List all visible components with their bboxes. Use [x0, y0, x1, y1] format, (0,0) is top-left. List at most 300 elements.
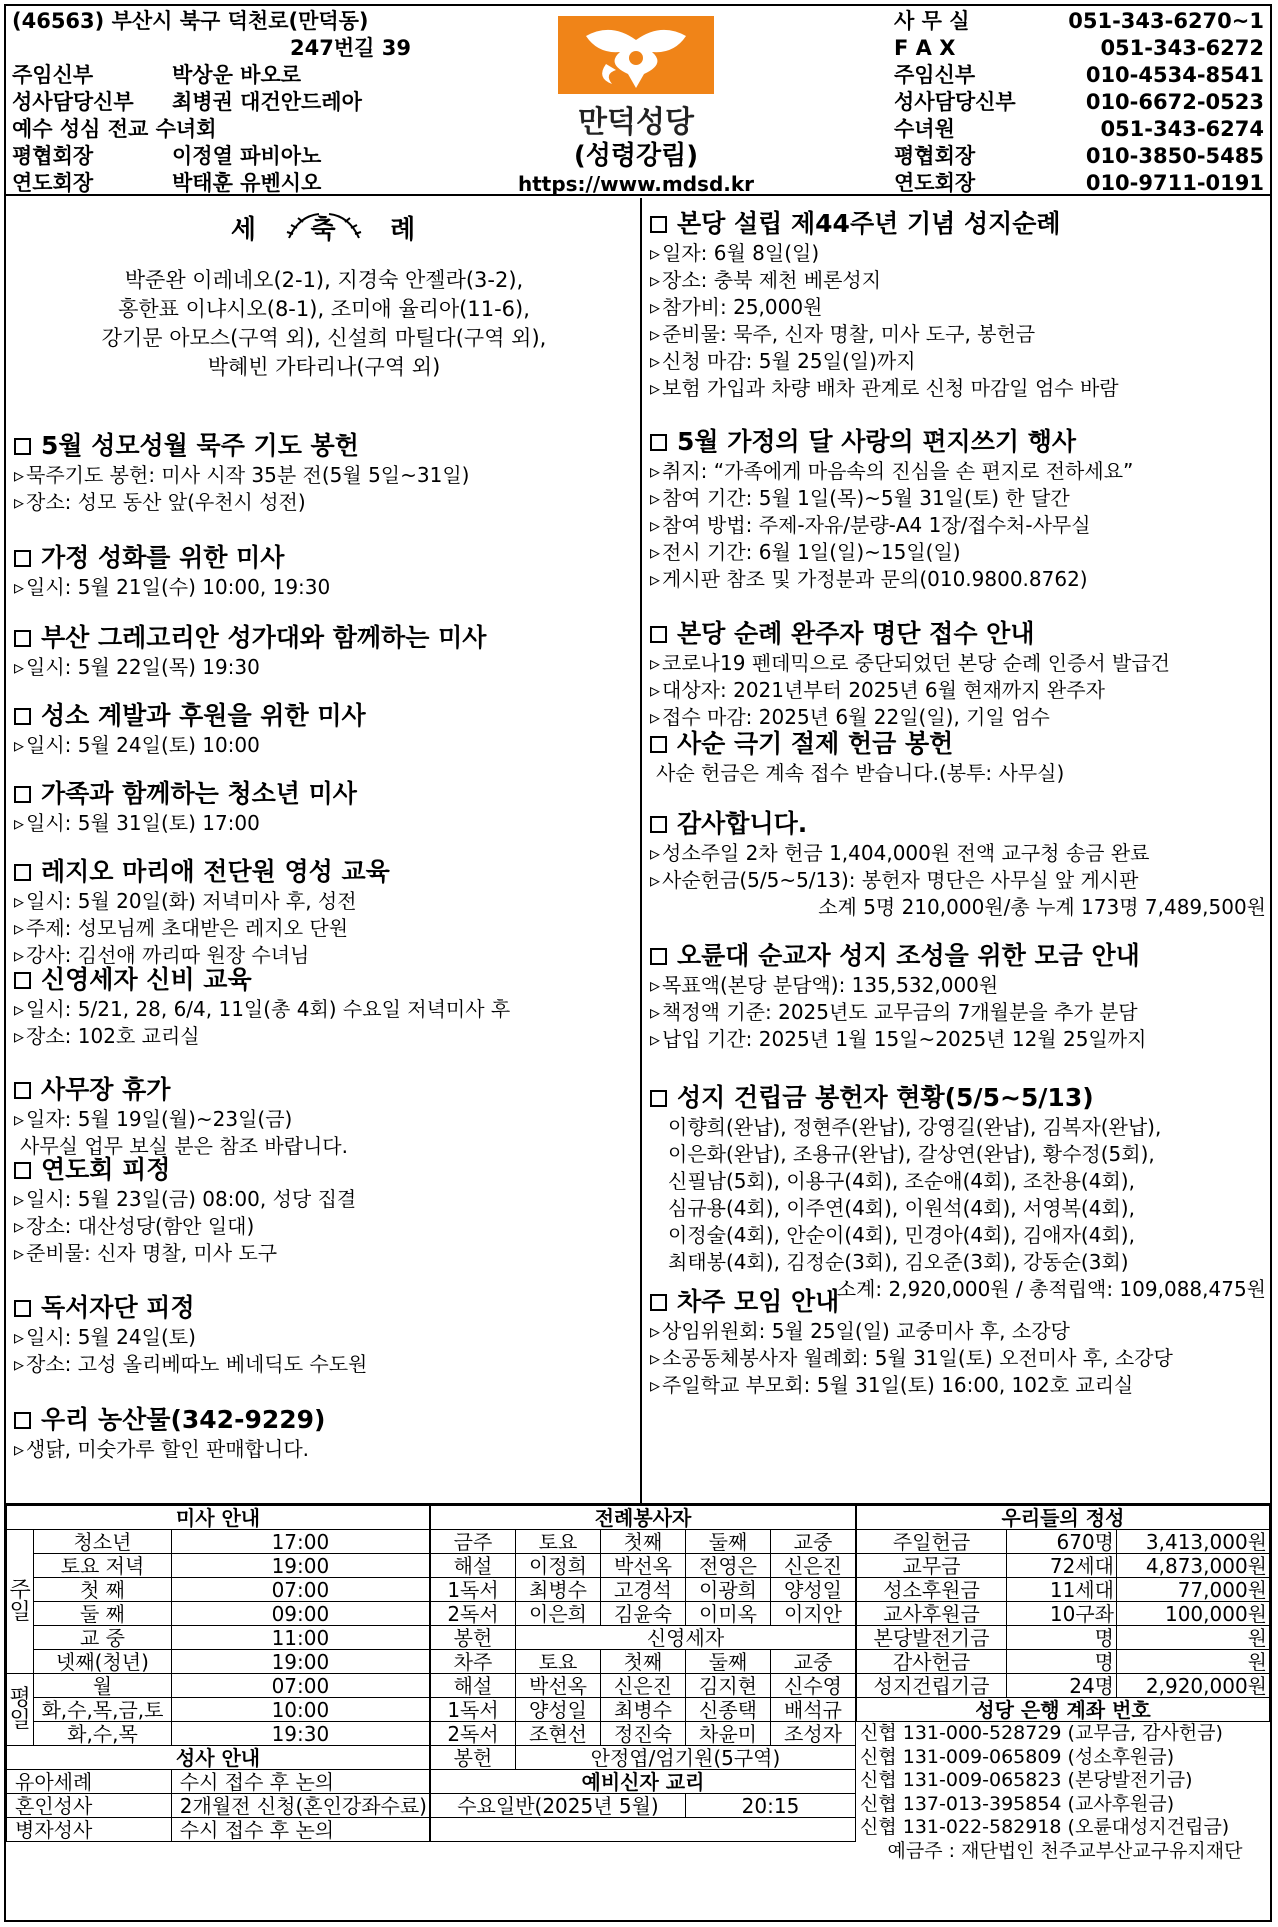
section-title — [650, 1082, 1266, 1114]
section-item: ▹ 취지: “가족에게 마음속의 진심을 손 편지로 전하세요” — [650, 458, 1266, 485]
section-title-text: 독서자단 피정 — [41, 1293, 195, 1322]
section-item: ▹ 게시판 참조 및 가정분과 문의(010.9800.8762) — [650, 566, 1266, 593]
server-name: 박선옥 — [601, 1554, 686, 1578]
church-emblem-icon — [556, 14, 716, 96]
notice-section — [650, 728, 1266, 787]
table-row — [431, 1506, 856, 1530]
server-name: 이은희 — [516, 1602, 601, 1626]
section-title — [650, 1286, 1266, 1318]
header-contact-row — [894, 89, 1270, 116]
header — [6, 6, 1270, 196]
notice-section — [650, 426, 1266, 593]
section-title-text: 우리 농산물(342-9229) — [41, 1405, 326, 1434]
bank-line: 예금주 : 재단법인 천주교부산교구유지재단 — [887, 1839, 1243, 1862]
donor-line: 이향희(완납), 정현주(완납), 강영길(완납), 김복자(완납), — [668, 1115, 1162, 1139]
table-row — [431, 1674, 856, 1698]
section-item: ▹ 납입 기간: 2025년 1월 15일~2025년 12월 25일까지 — [650, 1026, 1266, 1053]
offering-count: 670명 — [1007, 1530, 1117, 1554]
server-name: 정진숙 — [601, 1722, 686, 1746]
bank-line: 신협 131-022-582918 (오륜대성지건립금) — [860, 1816, 1230, 1838]
section-item: ▹ 목표액(본당 분담액): 135,532,000원 — [650, 972, 1266, 999]
section-item: ▹ 사순헌금(5/5~5/13): 봉헌자 명단은 사무실 앞 게시판 — [650, 867, 1266, 894]
server-role: 봉헌 — [431, 1746, 516, 1770]
notice-section — [14, 1404, 634, 1463]
server-role: 2독서 — [431, 1602, 516, 1626]
section-item: ▹ 전시 기간: 6월 1일(일)~15일(일) — [650, 539, 1266, 566]
server-name: 신은진 — [601, 1674, 686, 1698]
server-name: 고경석 — [601, 1578, 686, 1602]
server-role: 해설 — [431, 1674, 516, 1698]
table-row — [7, 1818, 430, 1842]
section-title-text: 사순 극기 절제 헌금 봉헌 — [677, 729, 954, 758]
offering-count: 11세대 — [1007, 1578, 1117, 1602]
table-row — [431, 1770, 856, 1794]
section-title-text: 본당 설립 제44주년 기념 성지순례 — [677, 209, 1061, 238]
table-row — [7, 1698, 430, 1722]
section-item: ▹ 묵주기도 봉헌: 미사 시작 35분 전(5월 5일~31일) — [14, 462, 634, 489]
contact-label: 사 무 실 — [894, 9, 970, 33]
server-name: 양성일 — [516, 1698, 601, 1722]
offering-amount: 100,000원 — [1117, 1602, 1270, 1626]
header-left-label: 예수 성심 전교 수녀회 — [12, 117, 217, 141]
wreath-icon — [269, 208, 379, 252]
server-head: 토요 — [516, 1530, 601, 1554]
server-name: 이정희 — [516, 1554, 601, 1578]
table-row — [7, 1506, 430, 1530]
table-row — [431, 1554, 856, 1578]
checkbox-icon — [14, 438, 31, 455]
mass-time: 19:00 — [171, 1554, 429, 1578]
section-item: ▹ 일시: 5월 22일(목) 19:30 — [14, 654, 634, 681]
header-contact-row — [894, 170, 1270, 197]
mass-name: 둘 째 — [34, 1602, 172, 1626]
offering-amount: 원 — [1117, 1626, 1270, 1650]
baptism-title-left: 세 — [230, 215, 258, 245]
section-total: 소계: 2,920,000원 / 총적립액: 109,088,475원 — [836, 1277, 1266, 1301]
notice-section — [14, 1074, 634, 1160]
bottom-tables — [6, 1503, 1270, 1924]
baptism-name-line: 홍한표 이냐시오(8-1), 조미애 율리아(11-6), — [118, 297, 530, 321]
contact-number[interactable]: 010-9711-0191 — [1085, 171, 1264, 195]
server-head: 교중 — [771, 1530, 856, 1554]
section-title — [14, 856, 634, 888]
server-name: 김윤숙 — [601, 1602, 686, 1626]
server-name: 이광희 — [686, 1578, 771, 1602]
contact-label: 평협회장 — [894, 144, 976, 168]
header-left-value: 박태훈 유벤시오 — [172, 171, 322, 195]
weekday-label: 평일 — [7, 1674, 34, 1746]
section-item: ▹ 장소: 대산성당(함안 일대) — [14, 1213, 634, 1240]
server-name: 배석규 — [771, 1698, 856, 1722]
table-row — [7, 1722, 430, 1746]
sunday-label: 주일 — [7, 1530, 34, 1674]
header-left-value: 박상운 바오로 — [172, 63, 302, 87]
section-title — [650, 208, 1266, 240]
offering-name: 성소후원금 — [857, 1578, 1007, 1602]
offering-count: 명 — [1007, 1626, 1117, 1650]
checkbox-icon — [14, 1412, 31, 1429]
section-item: ▹ 일자: 5월 19일(월)~23일(금) — [14, 1106, 634, 1133]
section-item: ▹ 접수 마감: 2025년 6월 22일(일), 기일 엄수 — [650, 704, 1266, 731]
offering-amount: 3,413,000원 — [1117, 1530, 1270, 1554]
mass-time: 11:00 — [171, 1626, 429, 1650]
server-name: 김지현 — [686, 1674, 771, 1698]
checkbox-icon — [14, 708, 31, 725]
server-head: 둘째 — [686, 1530, 771, 1554]
mass-time: 17:00 — [171, 1530, 429, 1554]
header-left-row — [12, 170, 532, 197]
server-role: 1독서 — [431, 1578, 516, 1602]
notice-section — [14, 700, 634, 759]
sacrament-desc: 2개월전 신청(혼인강좌수료) — [171, 1794, 429, 1818]
section-item: ▹ 강사: 김선애 까리따 원장 수녀님 — [14, 942, 634, 969]
header-left-row — [12, 116, 532, 143]
sacrament-name: 유아세례 — [7, 1770, 172, 1794]
section-title-text: 부산 그레고리안 성가대와 함께하는 미사 — [41, 623, 487, 652]
checkbox-icon — [650, 736, 667, 753]
checkbox-icon — [14, 1082, 31, 1099]
checkbox-icon — [650, 1090, 667, 1107]
donor-line: 심규용(4회), 이주연(4회), 이원석(4회), 서영복(4회), — [668, 1196, 1135, 1220]
contact-label: F A X — [894, 36, 956, 60]
header-left-info — [12, 8, 532, 197]
server-role: 1독서 — [431, 1698, 516, 1722]
checkbox-icon — [650, 216, 667, 233]
church-logo — [506, 14, 766, 194]
mass-time: 19:00 — [171, 1650, 429, 1674]
offering-count: 명 — [1007, 1650, 1117, 1674]
checkbox-icon — [14, 786, 31, 803]
notice-section — [14, 1154, 634, 1267]
baptism-names — [6, 266, 642, 382]
table-row — [431, 1650, 856, 1674]
section-item: ▹ 상임위원회: 5월 25일(일) 교중미사 후, 소강당 — [650, 1318, 1266, 1345]
table-row — [431, 1722, 856, 1746]
section-text: 사순 헌금은 계속 접수 받습니다.(봉투: 사무실) — [656, 761, 1065, 785]
mass-name: 월 — [34, 1674, 172, 1698]
sacrament-desc: 수시 접수 후 논의 — [171, 1818, 429, 1842]
section-title-text: 오륜대 순교자 성지 조성을 위한 모금 안내 — [677, 941, 1140, 970]
header-contact-row — [894, 143, 1270, 170]
server-head: 토요 — [516, 1650, 601, 1674]
table-row — [431, 1746, 856, 1770]
section-item: ▹ 준비물: 묵주, 신자 명찰, 미사 도구, 봉헌금 — [650, 321, 1266, 348]
section-item: ▹ 성소주일 2차 헌금 1,404,000원 전액 교구청 송금 완료 — [650, 840, 1266, 867]
baptism-title-right: 례 — [390, 215, 418, 245]
table-row — [431, 1530, 856, 1554]
section-title-text: 성소 계발과 후원을 위한 미사 — [41, 701, 366, 730]
header-left-value: 이정열 파비아노 — [172, 144, 322, 168]
offering-count: 72세대 — [1007, 1554, 1117, 1578]
section-item: ▹ 일시: 5월 20일(화) 저녁미사 후, 성전 — [14, 888, 634, 915]
table-row — [857, 1554, 1270, 1578]
section-title — [14, 778, 634, 810]
baptism-name-line: 박준완 이레네오(2-1), 지경숙 안젤라(3-2), — [124, 268, 524, 292]
server-name: 신수영 — [771, 1674, 856, 1698]
table-row — [7, 1626, 430, 1650]
church-url[interactable]: https://www.mdsd.kr — [517, 172, 755, 196]
server-role: 2독서 — [431, 1722, 516, 1746]
section-title-text: 성지 건립금 봉헌자 현황(5/5~5/13) — [677, 1083, 1094, 1112]
table-row — [431, 1794, 856, 1818]
header-left-row — [12, 89, 532, 116]
section-item: ▹ 보험 가입과 차량 배차 관계로 신청 마감일 엄수 바람 — [650, 375, 1266, 402]
offering-name: 감사헌금 — [857, 1650, 1007, 1674]
server-name: 신은진 — [771, 1554, 856, 1578]
section-title — [650, 618, 1266, 650]
table-row — [431, 1602, 856, 1626]
notice-section — [650, 1286, 1266, 1399]
header-left-value: 247번길 39 — [290, 36, 411, 60]
notice-section — [14, 1292, 634, 1378]
table-row — [7, 1794, 430, 1818]
section-title — [14, 964, 634, 996]
mass-name: 화,수,목 — [34, 1722, 172, 1746]
sacrament-desc: 수시 접수 후 논의 — [171, 1770, 429, 1794]
offering-amount: 4,873,000원 — [1117, 1554, 1270, 1578]
contact-number[interactable]: 051-343-6272 — [1100, 36, 1264, 60]
mass-name: 넷째(청년) — [34, 1650, 172, 1674]
checkbox-icon — [650, 948, 667, 965]
checkbox-icon — [14, 864, 31, 881]
table-row — [431, 1818, 856, 1842]
header-left-label: 연도회장 — [12, 171, 94, 195]
bank-line: 신협 131-009-065823 (본당발전기금) — [860, 1769, 1193, 1791]
section-item: ▹ 생닭, 미숫가루 할인 판매합니다. — [14, 1436, 634, 1463]
notice-section — [650, 1082, 1266, 1303]
checkbox-icon — [14, 550, 31, 567]
table-row — [857, 1698, 1270, 1722]
checkbox-icon — [14, 1162, 31, 1179]
section-title-text: 5월 성모성월 묵주 기도 봉헌 — [41, 431, 359, 460]
server-name: 양성일 — [771, 1578, 856, 1602]
header-left-label: (46563) 부산시 북구 덕천로(만덕동) — [12, 9, 369, 33]
section-item: ▹ 장소: 102호 교리실 — [14, 1023, 634, 1050]
table-row — [857, 1626, 1270, 1650]
contact-number[interactable]: 010-4534-8541 — [1085, 63, 1264, 87]
table-row — [7, 1530, 430, 1554]
contact-number[interactable]: 051-343-6270~1 — [1068, 9, 1264, 33]
section-item: ▹ 일시: 5월 31일(토) 17:00 — [14, 810, 634, 837]
server-name: 전영은 — [686, 1554, 771, 1578]
table-row — [857, 1530, 1270, 1554]
header-contact-row — [894, 116, 1270, 143]
baptism-name-line: 박혜빈 가타리나(구역 외) — [207, 355, 441, 379]
offering-table — [856, 1505, 1270, 1722]
notice-section — [14, 542, 634, 601]
contact-number[interactable]: 051-343-6274 — [1100, 117, 1264, 141]
section-title-text: 가족과 함께하는 청소년 미사 — [41, 779, 357, 808]
mass-name: 교 중 — [34, 1626, 172, 1650]
table-row — [7, 1746, 430, 1770]
baptism-section — [6, 208, 642, 382]
section-item: ▹ 장소: 성모 동산 앞(우천시 성전) — [14, 489, 634, 516]
section-item: ▹ 주제: 성모님께 초대받은 레지오 단원 — [14, 915, 634, 942]
donor-line: 이정술(4회), 안순이(4회), 민경아(4회), 김애자(4회), — [668, 1223, 1135, 1247]
section-text: 사무실 업무 보실 분은 참조 바랍니다. — [20, 1134, 348, 1158]
offering-count: 24명 — [1007, 1674, 1117, 1698]
contact-label: 수녀원 — [894, 117, 955, 141]
section-item: ▹ 일시: 5월 23일(금) 08:00, 성당 집결 — [14, 1186, 634, 1213]
header-contact-row — [894, 8, 1270, 35]
header-contact-row — [894, 62, 1270, 89]
catechism-class: 수요일반(2025년 5월) — [431, 1794, 686, 1818]
table-row — [857, 1674, 1270, 1698]
server-head: 첫째 — [601, 1650, 686, 1674]
section-item: ▹ 대상자: 2021년부터 2025년 6월 현재까지 완주자 — [650, 677, 1266, 704]
section-item: ▹ 장소: 충북 제천 베론성지 — [650, 267, 1266, 294]
header-left-row — [12, 8, 532, 35]
mass-name: 청소년 — [34, 1530, 172, 1554]
mass-name: 첫 째 — [34, 1578, 172, 1602]
section-item: ▹ 소공동체봉사자 월례회: 5월 31일(토) 오전미사 후, 소강당 — [650, 1345, 1266, 1372]
bank-line: 신협 137-013-395854 (교사후원금) — [860, 1792, 1175, 1815]
server-head: 교중 — [771, 1650, 856, 1674]
section-item: ▹ 장소: 고성 올리베따노 베네딕도 수도원 — [14, 1351, 634, 1378]
offering-name: 본당발전기금 — [857, 1626, 1007, 1650]
contact-label: 성사담당신부 — [894, 90, 1016, 114]
notice-section — [14, 856, 634, 969]
mass-name: 토요 저녁 — [34, 1554, 172, 1578]
notice-section — [650, 940, 1266, 1053]
offering-amount: 77,000원 — [1117, 1578, 1270, 1602]
header-left-value: 최병권 대건안드레아 — [172, 90, 362, 114]
section-title — [14, 700, 634, 732]
bulletin-page — [4, 4, 1272, 1922]
table-row — [431, 1578, 856, 1602]
mass-title: 미사 안내 — [7, 1506, 430, 1530]
notice-section — [650, 808, 1266, 921]
mass-time: 07:00 — [171, 1578, 429, 1602]
server-name: 이미옥 — [686, 1602, 771, 1626]
server-name: 신영세자 — [516, 1626, 856, 1650]
contact-number[interactable]: 010-3850-5485 — [1085, 144, 1264, 168]
section-item: ▹ 일시: 5월 24일(토) — [14, 1324, 634, 1351]
section-title — [14, 622, 634, 654]
checkbox-icon — [14, 972, 31, 989]
server-name: 신종택 — [686, 1698, 771, 1722]
section-title — [14, 1404, 634, 1436]
table-row — [7, 1554, 430, 1578]
server-name: 최병수 — [516, 1578, 601, 1602]
server-head: 둘째 — [686, 1650, 771, 1674]
table-row — [431, 1626, 856, 1650]
offering-name: 성지건립기금 — [857, 1674, 1007, 1698]
right-column — [644, 198, 1270, 1503]
donor-line: 이은화(완납), 조용규(완납), 갈상연(완납), 황수정(5회), — [668, 1142, 1155, 1166]
mass-time: 19:30 — [171, 1722, 429, 1746]
church-name: 만덕성당 — [578, 105, 694, 140]
section-title-text: 차주 모임 안내 — [677, 1287, 840, 1316]
servers-title: 전례봉사자 — [431, 1506, 856, 1530]
checkbox-icon — [14, 630, 31, 647]
notice-section — [14, 622, 634, 681]
section-item: ▹ 주일학교 부모회: 5월 31일(토) 16:00, 102호 교리실 — [650, 1372, 1266, 1399]
notice-section — [14, 964, 634, 1050]
section-item: ▹ 책정액 기준: 2025년도 교무금의 7개월분을 추가 분담 — [650, 999, 1266, 1026]
checkbox-icon — [650, 626, 667, 643]
mass-table — [6, 1505, 430, 1842]
bank-title: 성당 은행 계좌 번호 — [857, 1698, 1270, 1722]
table-row — [431, 1698, 856, 1722]
catechism-time: 20:15 — [686, 1794, 856, 1818]
sacrament-name: 병자성사 — [7, 1818, 172, 1842]
baptism-name-line: 강기문 아모스(구역 외), 신설희 마틸다(구역 외), — [101, 326, 547, 350]
header-left-row — [12, 143, 532, 170]
section-item: ▹ 코로나19 펜데믹으로 중단되었던 본당 순례 인증서 발급건 — [650, 650, 1266, 677]
mass-time: 07:00 — [171, 1674, 429, 1698]
server-name: 차윤미 — [686, 1722, 771, 1746]
table-row — [7, 1650, 430, 1674]
checkbox-icon — [14, 1300, 31, 1317]
mass-time: 10:00 — [171, 1698, 429, 1722]
offering-count: 10구좌 — [1007, 1602, 1117, 1626]
bank-accounts — [856, 1722, 1270, 1926]
offering-name: 주일헌금 — [857, 1530, 1007, 1554]
offering-amount: 2,920,000원 — [1117, 1674, 1270, 1698]
section-item: ▹ 일자: 6월 8일(일) — [650, 240, 1266, 267]
table-row — [7, 1770, 430, 1794]
section-item: ▹ 참여 기간: 5월 1일(목)~5월 31일(토) 한 달간 — [650, 485, 1266, 512]
table-row — [857, 1602, 1270, 1626]
server-name: 조현선 — [516, 1722, 601, 1746]
offering-title: 우리들의 정성 — [857, 1506, 1270, 1530]
section-title — [14, 1074, 634, 1106]
section-title-text: 5월 가정의 달 사랑의 편지쓰기 행사 — [677, 427, 1077, 456]
server-role: 해설 — [431, 1554, 516, 1578]
server-name: 최병수 — [601, 1698, 686, 1722]
checkbox-icon — [650, 816, 667, 833]
sacrament-title: 성사 안내 — [7, 1746, 430, 1770]
header-left-label: 평협회장 — [12, 144, 94, 168]
notice-section — [650, 208, 1266, 402]
checkbox-icon — [650, 434, 667, 451]
header-left-row — [12, 35, 532, 62]
section-item: ▹ 신청 마감: 5월 25일(일)까지 — [650, 348, 1266, 375]
contact-number[interactable]: 010-6672-0523 — [1085, 90, 1264, 114]
mass-time: 09:00 — [171, 1602, 429, 1626]
section-item: ▹ 준비물: 신자 명찰, 미사 도구 — [14, 1240, 634, 1267]
header-left-row — [12, 62, 532, 89]
server-name: 박선옥 — [516, 1674, 601, 1698]
section-title-text: 감사합니다. — [677, 809, 808, 838]
section-item: ▹ 일시: 5월 21일(수) 10:00, 19:30 — [14, 574, 634, 601]
offering-amount: 원 — [1117, 1650, 1270, 1674]
header-right-contacts — [894, 8, 1270, 197]
church-subtitle: (성령강림) — [573, 141, 699, 171]
table-row — [7, 1578, 430, 1602]
bank-line: 신협 131-000-528729 (교무금, 감사헌금) — [860, 1722, 1223, 1744]
mass-name: 화,수,목,금,토 — [34, 1698, 172, 1722]
header-left-label: 성사담당신부 — [12, 90, 134, 114]
section-title-text: 가정 성화를 위한 미사 — [41, 543, 285, 572]
empty-cell — [431, 1818, 856, 1842]
section-title — [14, 542, 634, 574]
server-head: 금주 — [431, 1530, 516, 1554]
notice-section — [14, 430, 634, 516]
section-title-text: 사무장 휴가 — [41, 1075, 171, 1104]
section-item: ▹ 일시: 5월 24일(토) 10:00 — [14, 732, 634, 759]
section-title-text: 본당 순례 완주자 명단 접수 안내 — [677, 619, 1035, 648]
table-row — [7, 1674, 430, 1698]
section-item: ▹ 참가비: 25,000원 — [650, 294, 1266, 321]
table-row — [857, 1578, 1270, 1602]
contact-label: 연도회장 — [894, 171, 976, 195]
section-title-text: 레지오 마리애 전단원 영성 교육 — [41, 857, 390, 886]
section-item: ▹ 일시: 5/21, 28, 6/4, 11일(총 4회) 수요일 저녁미사 후 — [14, 996, 634, 1023]
donor-line: 신필남(5회), 이용구(4회), 조순애(4회), 조찬용(4회), — [668, 1169, 1135, 1193]
section-title — [14, 430, 634, 462]
